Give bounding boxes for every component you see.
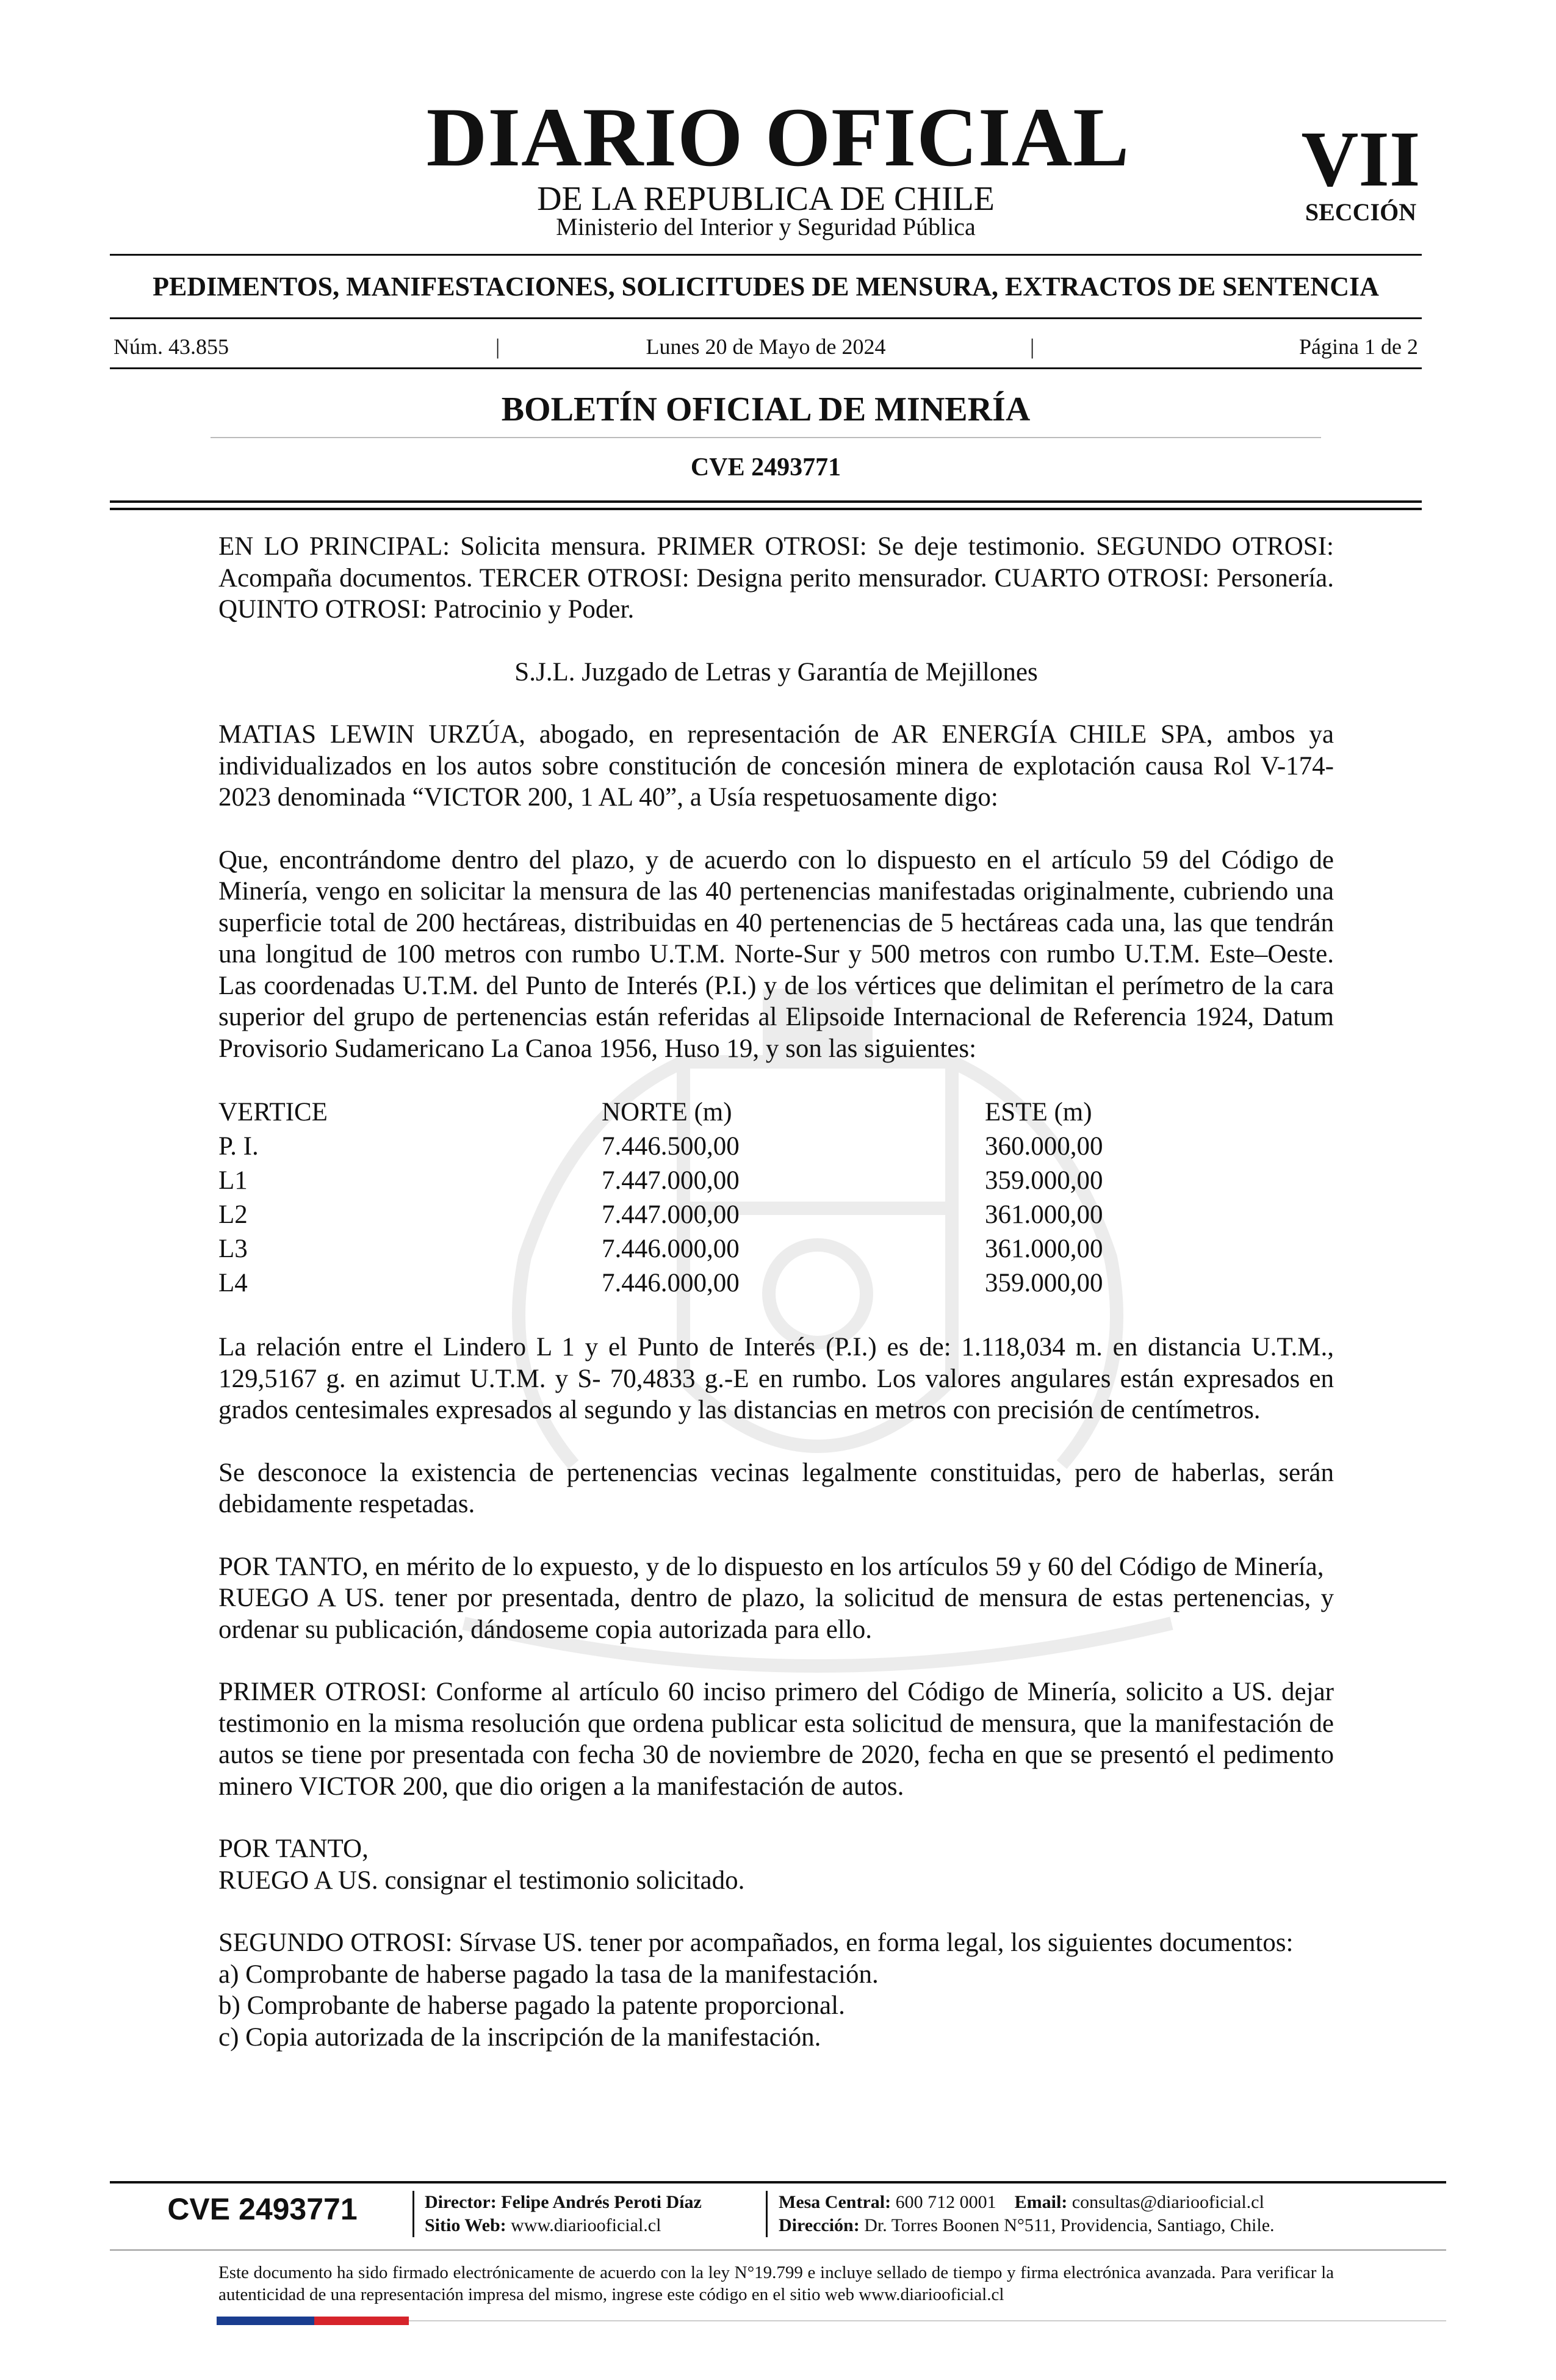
masthead-subtitle: DE LA REPUBLICA DE CHILE (537, 180, 995, 218)
footer-separator (766, 2191, 768, 2237)
table-cell: L2 (218, 1200, 248, 1229)
vertex-coordinates-table (218, 1095, 1103, 1300)
document-body (218, 531, 1334, 2053)
table-cell: 7.446.500,00 (602, 1132, 740, 1161)
issue-number: Núm. 43.855 (113, 334, 229, 359)
table-cell: 7.446.000,00 (602, 1235, 740, 1263)
director-name: Felipe Andrés Peroti Díaz (501, 2192, 702, 2212)
header-rule-band (110, 317, 1422, 319)
footer-separator (412, 2191, 414, 2237)
table-header-cell: VERTICE (218, 1098, 328, 1127)
address-text: Dr. Torres Boonen N°511, Providencia, Santiago, Chile. (864, 2215, 1275, 2235)
paragraph-intro: MATIAS LEWIN URZÚA, abogado, en representación de AR ENERGÍA CHILE SPA, ambos ya individualizados en los autos sobre constitución de concesión minera de explotación causa Rol V-174-2023 denominada “VICTOR 200, 1 AL 40”, a Usía respetuosamente digo: (218, 720, 1334, 812)
issue-date: Lunes 20 de Mayo de 2024 (646, 334, 886, 359)
footer-director-block (425, 2191, 766, 2237)
header-rule-issue (110, 367, 1422, 369)
petition-line: POR TANTO, en mérito de lo expuesto, y de lo dispuesto en los artículos 59 y 60 del Código de Minería, (218, 1552, 1324, 1581)
table-row (218, 1266, 1103, 1300)
table-header-cell: ESTE (m) (985, 1098, 1092, 1127)
paragraph-neighbors: Se desconoce la existencia de pertenencias vecinas legalmente constituidas, pero de haberlas, serán debidamente respetadas. (218, 1458, 1334, 1518)
ministry-name: Ministerio del Interior y Seguridad Pública (556, 213, 976, 240)
footer-contact-block (779, 2191, 1364, 2237)
paragraph-summary: EN LO PRINCIPAL: Solicita mensura. PRIMER OTROSI: Se deje testimonio. SEGUNDO OTROSI: Acompaña documentos. TERCER OTROSI: Designa perito mensurador. CUARTO OTROSI: Personería. QUINTO OTROSI: Patrocinio y Poder. (218, 532, 1334, 624)
table-cell: L4 (218, 1269, 248, 1297)
table-cell: 361.000,00 (985, 1235, 1103, 1263)
flag-stripe-red (314, 2317, 409, 2325)
address-label: Dirección: (779, 2215, 860, 2235)
footer-cve-code: CVE 2493771 (167, 2192, 358, 2226)
table-cell: 361.000,00 (985, 1200, 1103, 1229)
legal-notice: Este documento ha sido firmado electrónicamente de acuerdo con la ley N°19.799 e incluye sellado de tiempo y firma electrónica avanzada. Para verificar la autenticidad de una representación impresa del mismo, ingrese este código en el sitio web www.diariooficial.cl (218, 2263, 1334, 2304)
header-rule-top (110, 254, 1422, 256)
table-cell: L1 (218, 1166, 248, 1195)
list-item: a) Comprobante de haberse pagado la tasa de la manifestación. (218, 1960, 879, 1989)
table-cell: 7.447.000,00 (602, 1200, 740, 1229)
paragraph-petition (218, 1551, 1334, 1646)
cve-code: CVE 2493771 (690, 453, 841, 481)
phone-number: 600 712 0001 (895, 2192, 996, 2212)
masthead-title: DIARIO OFICIAL (426, 90, 1130, 184)
website-link[interactable]: www.diariooficial.cl (511, 2215, 661, 2235)
paragraph-court: S.J.L. Juzgado de Letras y Garantía de Mejillones (514, 657, 1038, 687)
section-label: SECCIÓN (1305, 198, 1417, 226)
table-row (218, 1164, 1103, 1198)
bulletin-rule (211, 437, 1321, 438)
petition-line: POR TANTO, (218, 1834, 369, 1863)
paragraph-first-otrosi: PRIMER OTROSI: Conforme al artículo 60 inciso primero del Código de Minería, solicito a US. dejar testimonio en la misma resolución que ordena publicar esta solicitud de mensura, que la manifestación de autos se tiene por presentada con fecha 30 de noviembre de 2020, fecha en que se presentó el pedimento minero VICTOR 200, que dio origen a la manifestación de autos. (218, 1678, 1334, 1801)
paragraph-first-otrosi-petition (218, 1833, 1334, 1896)
table-cell: 359.000,00 (985, 1269, 1103, 1297)
footer-rule (110, 2181, 1446, 2183)
table-cell: L3 (218, 1235, 248, 1263)
table-cell: 359.000,00 (985, 1166, 1103, 1195)
paragraph-relation: La relación entre el Lindero L 1 y el Punto de Interés (P.I.) es de: 1.118,034 m. en distancia U.T.M., 129,5167 g. en azimut U.T.M. y S- 70,4833 g.-E en rumbo. Los valores angulares están expresados en grados centesimales expresados al segundo y las distancias en metros con precisión de centímetros. (218, 1333, 1334, 1424)
table-cell: 7.446.000,00 (602, 1269, 740, 1297)
section-number: VII (1301, 115, 1421, 203)
table-row (218, 1198, 1103, 1232)
table-row (218, 1232, 1103, 1266)
table-cell: P. I. (218, 1132, 259, 1161)
list-item: c) Copia autorizada de la inscripción de la manifestación. (218, 2022, 821, 2052)
issue-separator: | (495, 334, 500, 359)
petition-line: RUEGO A US. consignar el testimonio solicitado. (218, 1866, 745, 1895)
website-label: Sitio Web: (425, 2215, 506, 2235)
table-cell: 7.447.000,00 (602, 1166, 740, 1195)
section-band-title: PEDIMENTOS, MANIFESTACIONES, SOLICITUDES DE MENSURA, EXTRACTOS DE SENTENCIA (153, 272, 1379, 301)
table-header-row (218, 1095, 1103, 1130)
phone-label: Mesa Central: (779, 2192, 891, 2212)
issue-separator: | (1030, 334, 1035, 359)
email-label: Email: (1014, 2192, 1068, 2212)
page-number: Página 1 de 2 (1299, 334, 1418, 359)
header-rule-double-1 (110, 500, 1422, 503)
issue-info-row (110, 330, 1422, 364)
list-item: b) Comprobante de haberse pagado la patente proporcional. (218, 1991, 845, 2020)
table-header-cell: NORTE (m) (602, 1098, 732, 1127)
flag-stripe-blue (217, 2317, 314, 2325)
footer-rule-thin (110, 2249, 1446, 2251)
second-otrosi-text: SEGUNDO OTROSI: Sírvase US. tener por acompañados, en forma legal, los siguientes documentos: (218, 1928, 1294, 1957)
email-link[interactable]: consultas@diariooficial.cl (1072, 2192, 1264, 2212)
petition-line: RUEGO A US. tener por presentada, dentro de plazo, la solicitud de mensura de estas pertenencias, y ordenar su publicación, dándoseme copia autorizada para ello. (218, 1584, 1334, 1644)
table-row (218, 1130, 1103, 1164)
header-rule-double-2 (110, 508, 1422, 510)
bulletin-title: BOLETÍN OFICIAL DE MINERÍA (501, 391, 1031, 428)
paragraph-second-otrosi (218, 1927, 1334, 2053)
table-cell: 360.000,00 (985, 1132, 1103, 1161)
paragraph-request: Que, encontrándome dentro del plazo, y de acuerdo con lo dispuesto en el artículo 59 del Código de Minería, vengo en solicitar la mensura de las 40 pertenencias manifestadas originalmente, cubriendo una superficie total de 200 hectáreas, distribuidas en 40 pertenencias de 5 hectáreas cada una, las que tendrán una longitud de 100 metros con rumbo U.T.M. Norte-Sur y 500 metros con rumbo U.T.M. Este–Oeste. Las coordenadas U.T.M. del Punto de Interés (P.I.) y de los vértices que delimitan el perímetro de la cara superior del grupo de pertenencias están referidas al Elipsoide Internacional de Referencia 1924, Datum Provisorio Sudamericano La Canoa 1956, Huso 19, y son las siguientes: (218, 845, 1334, 1063)
director-label: Director: (425, 2192, 497, 2212)
